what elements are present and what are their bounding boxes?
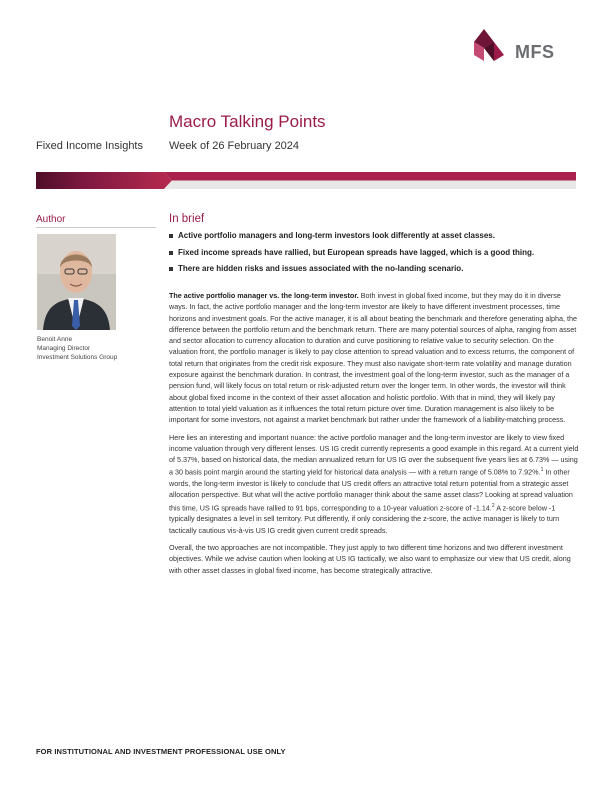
bullet-square-icon xyxy=(169,267,173,271)
list-item: There are hidden risks and issues associated with the no-landing scenario. xyxy=(169,264,579,274)
series-label: Fixed Income Insights xyxy=(36,140,143,152)
header-band xyxy=(36,172,576,189)
paragraph-1: The active portfolio manager vs. the long-term investor. Both invest in global fixed income, but they may do it in diverse ways. In fact, the active portfolio manager and the long-term investor are likely to have different investment processes, time horizons and investment goals. For the active manager, it is all about beating the benchmark and therefore generating alpha, the difference between the portfolio return and the benchmark return. There are many potential sources of alpha, ranging from asset and sector allocation to currency allocation to duration and curve positioning to relative value to security selection. On the valuation front, the portfolio manager is likely to pay close attention to spread valuation and to excess returns, the component of total return that originates from the credit risk exposure. They must also navigate short-term rate volatility and manage duration exposure against the benchmark duration. In contrast, the investment goal of the long-term investor, such as the manager of a pension fund, will likely focus on total return or risk-adjusted return over the longer term. In other words, the investor will think about global fixed income in the context of their asset allocation and holistic portfolio. With that in mind, they will likely pay attention to total yield valuation as it influences the total return picture over time. Duration management is also likely to be important for some investors, not against a market benchmark but rather under the framework of a liability-matching process. xyxy=(169,291,577,425)
author-group: Investment Solutions Group xyxy=(37,354,118,361)
paragraph-2: Here lies an interesting and important nuance: the active portfolio manager and the long-term investor are likely to view fixed income valuation through very different lenses. US IG credit currently represents a good example in this regard. At a current yield of 5.37%, based on historical data, the median annualized return for US IG over the subsequent five years lies at 6.73% — using a 30 basis point margin around the starting yield for historical data analysis — with a return range of 5.08% to 7.92%.$^1$ In other words, the long-term investor is likely to conclude that US credit offers an attractive total return potential from a strategic asset allocation perspective. But what will the active portfolio manager think about the same asset class? Looking at spread valuation this time, US IG spreads have rallied to 91 bps, corresponding to a 10-year valuation z-score of -1.14.$^2$ A z-score below -1 typically designates a level in sell territory. Put differently, if only considering the z-score, the active manager is likely to turn tactically cautious vis-à-vis US IG credit given current credit spreads. xyxy=(169,432,579,535)
page-title: Macro Talking Points xyxy=(169,112,326,131)
week-label: Week of 26 February 2024 xyxy=(169,140,300,152)
footer-disclaimer: FOR INSTITUTIONAL AND INVESTMENT PROFESSIONAL USE ONLY xyxy=(36,747,286,756)
author-name: Benoit Anne xyxy=(37,336,73,343)
author-divider xyxy=(36,227,156,228)
list-item: Active portfolio managers and long-term investors look differently at asset classes. xyxy=(169,231,579,241)
author-heading: Author xyxy=(36,214,66,225)
author-info xyxy=(37,335,117,362)
author-role: Managing Director xyxy=(37,345,91,352)
mfs-logo-text: MFS xyxy=(515,42,555,62)
article-body xyxy=(169,290,579,582)
bullet-square-icon xyxy=(169,234,173,238)
paragraph-lead: The active portfolio manager vs. the long-term investor. xyxy=(169,291,359,300)
author-photo xyxy=(37,234,116,330)
paragraph-3: Overall, the two approaches are not incompatible. They just apply to two different time horizons and two different investment objectives. While we advise caution when looking at US IG tactically, we also want to emphasize our view that US credit, along with other asset classes in global fixed income, has become strategically attractive. xyxy=(169,543,571,575)
list-item: Fixed income spreads have rallied, but European spreads have lagged, which is a good thing. xyxy=(169,248,579,258)
bullet-square-icon xyxy=(169,251,173,255)
footnote-ref: 2 xyxy=(491,502,495,509)
footnote-ref: 1 xyxy=(540,467,544,474)
inbrief-heading: In brief xyxy=(169,213,205,225)
inbrief-list xyxy=(169,231,579,281)
